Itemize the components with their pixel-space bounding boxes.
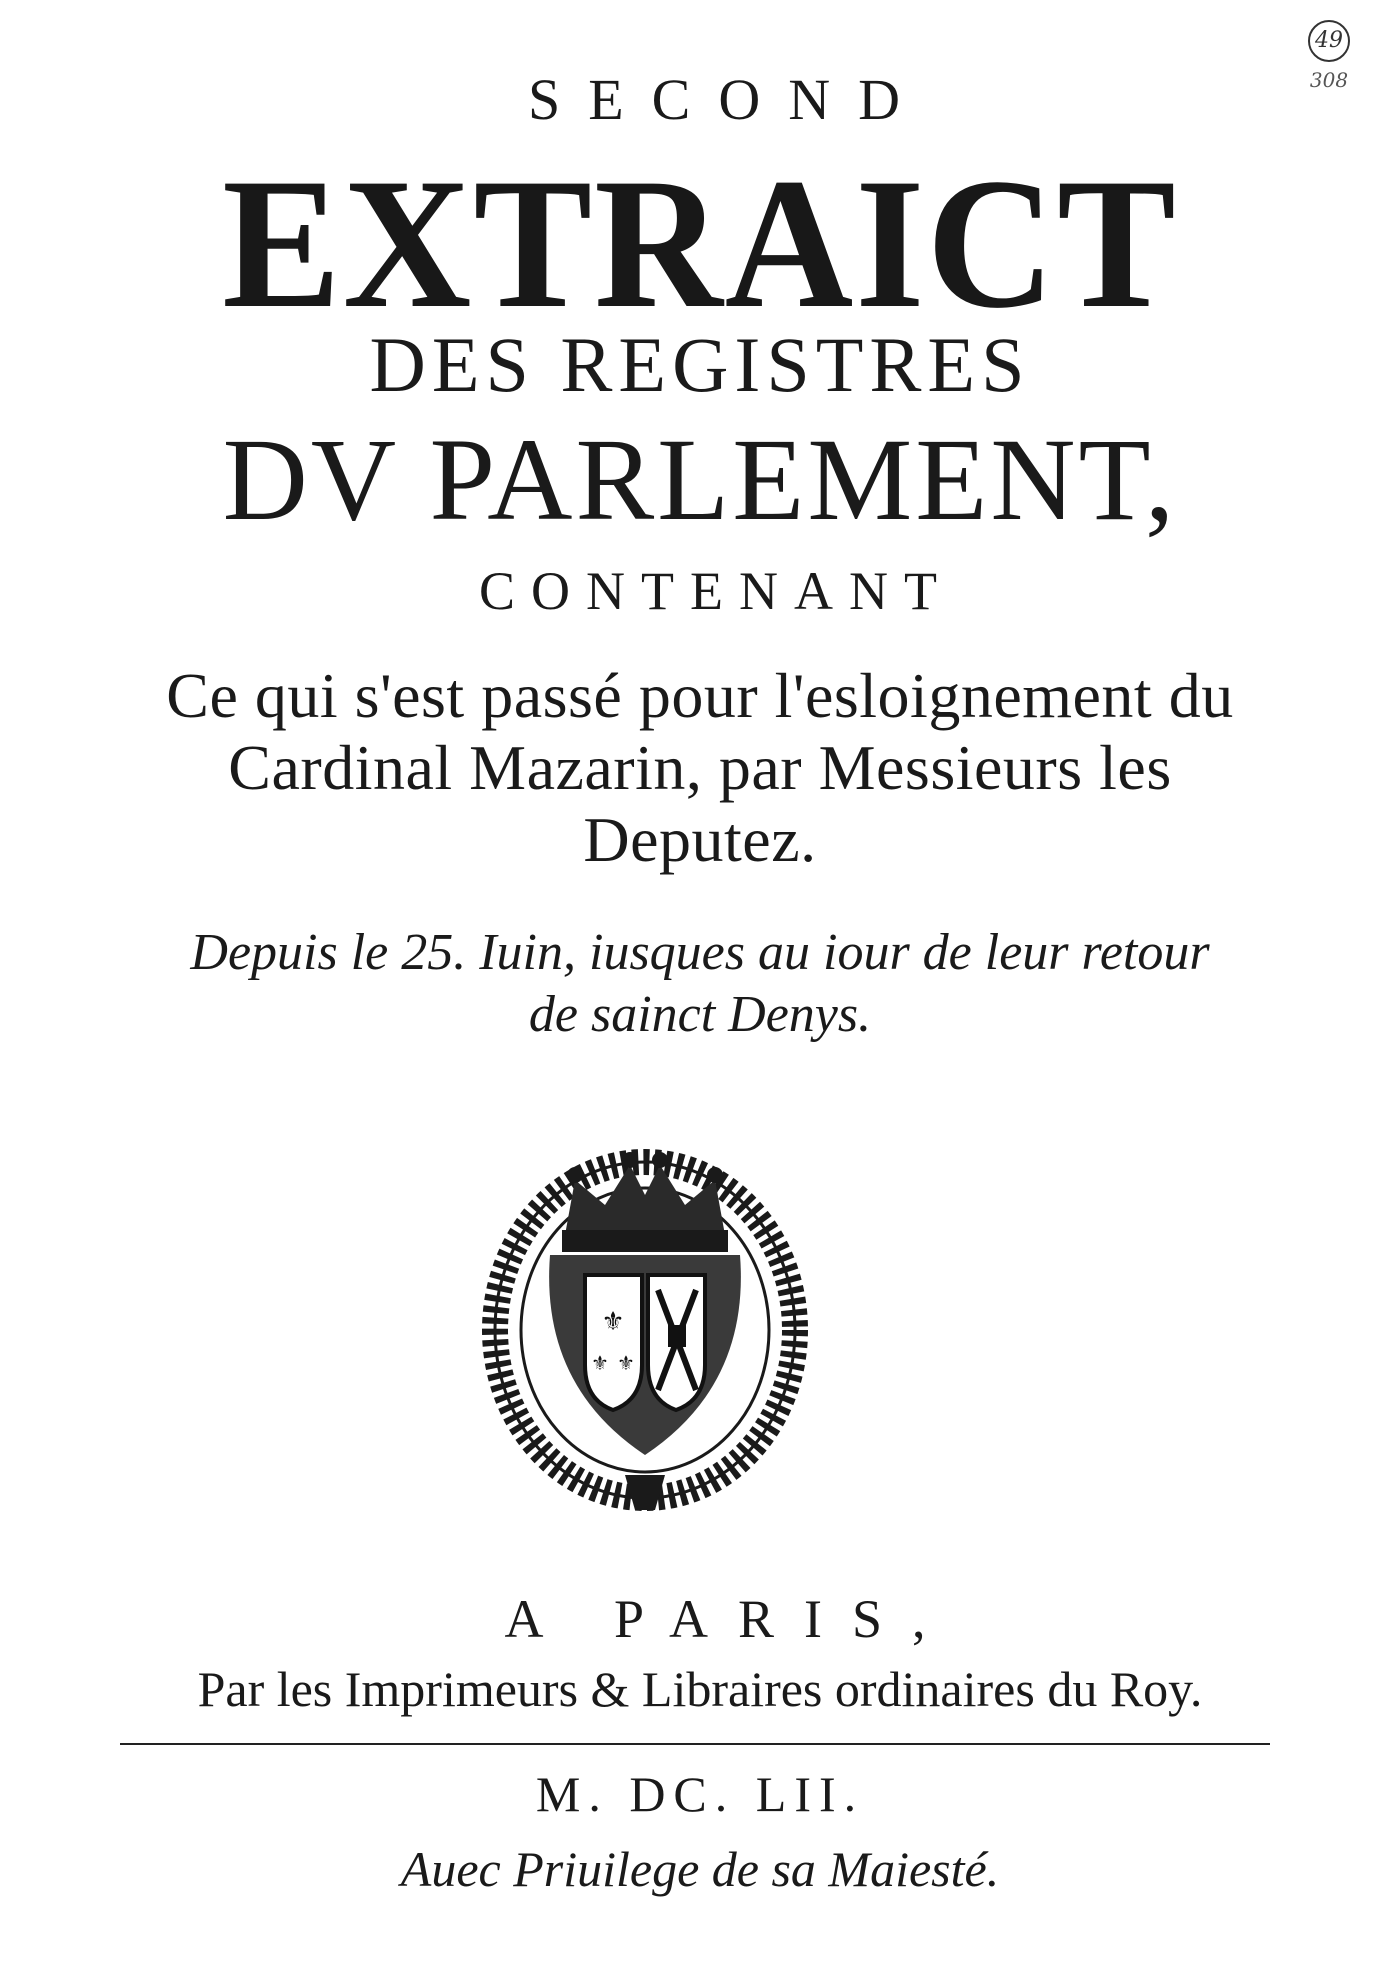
imprint-divider: [120, 1743, 1270, 1745]
subtitle-text: [0, 922, 1400, 1046]
title-second: SECOND: [527, 67, 929, 132]
title-contenant: CONTENANT: [479, 561, 953, 621]
body-line: Deputez.: [583, 804, 817, 875]
svg-text:⚜: ⚜: [617, 1351, 635, 1375]
body-line: Ce qui s'est passé pour l'esloignement du: [166, 660, 1234, 731]
imprint-privilege: Auec Priuilege de sa Maiesté.: [400, 1841, 1000, 1897]
body-line: Cardinal Mazarin, par Messieurs les: [228, 732, 1172, 803]
title-extraict: EXTRAICT: [222, 139, 1178, 347]
imprint-printer: Par les Imprimeurs & Libraires ordinaires du Roy.: [197, 1661, 1203, 1717]
svg-text:⚜: ⚜: [591, 1351, 609, 1375]
subtitle-line: Depuis le 25. Iuin, iusques au iour de leur retour: [190, 924, 1210, 981]
title-du-parlement: DV PARLEMENT,: [222, 414, 1178, 545]
folio-number: 308: [1309, 68, 1349, 92]
imprint-year: M. DC. LII.: [535, 1766, 865, 1822]
svg-text:⚜: ⚜: [601, 1307, 625, 1337]
subtitle-line: de sainct Denys.: [528, 986, 872, 1043]
body-text: [0, 660, 1400, 876]
folio-circled-number: 49: [1308, 20, 1350, 62]
royal-coat-of-arms-emblem: [480, 1125, 810, 1520]
title-des-registres: DES REGISTRES: [369, 321, 1031, 408]
imprint-place: A PARIS,: [504, 1589, 956, 1649]
